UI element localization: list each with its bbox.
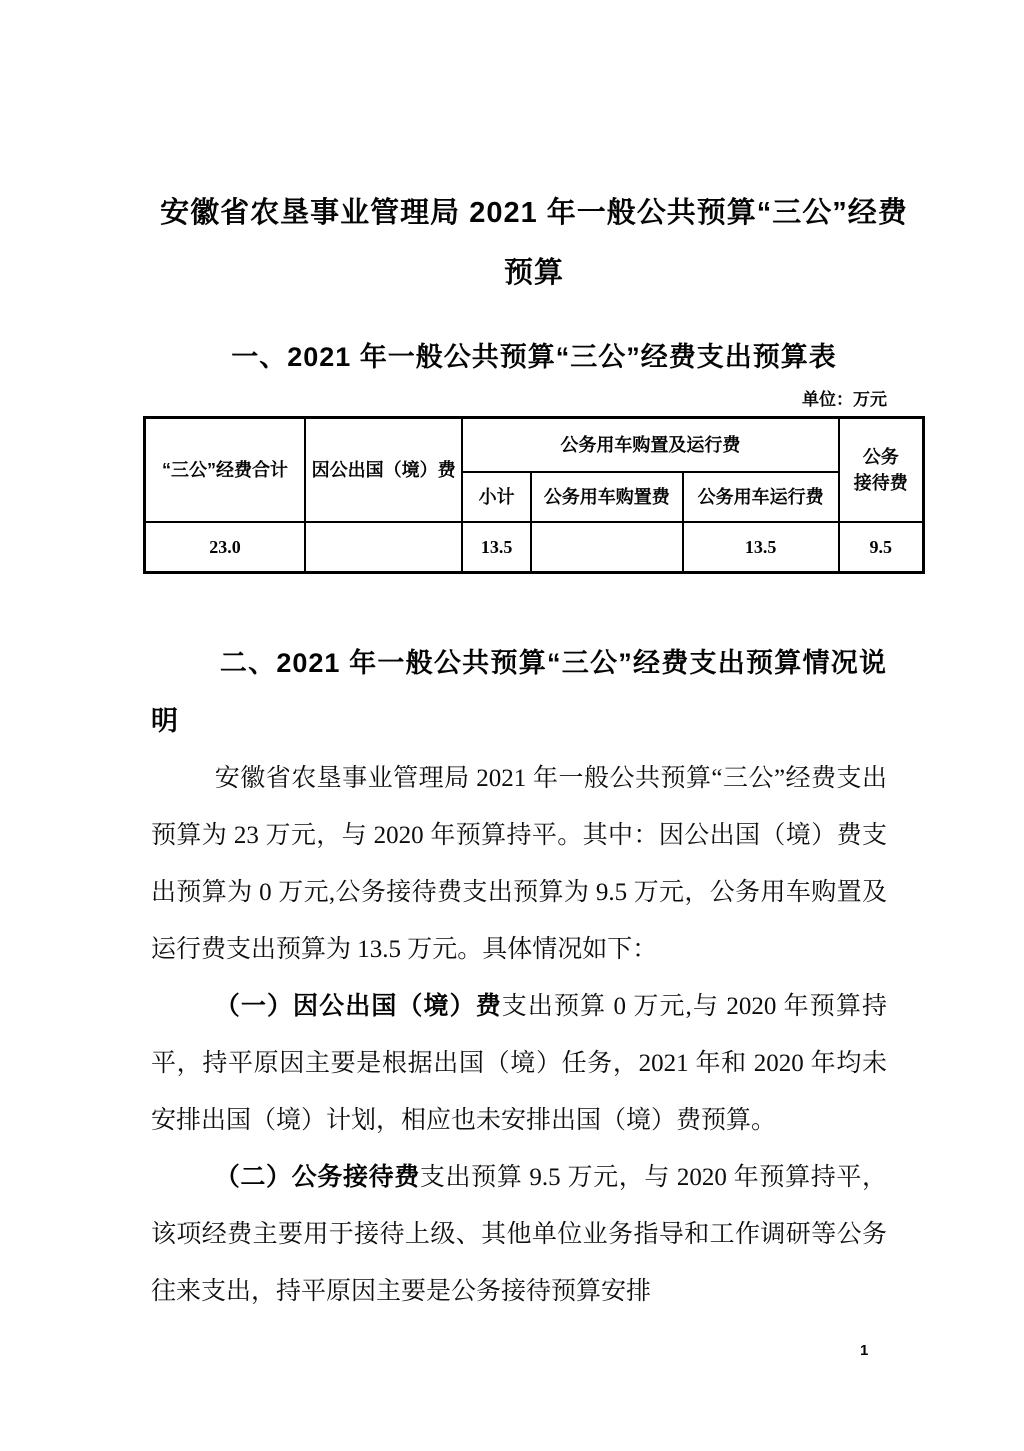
header-vehicle-group: 公务用车购置及运行费 xyxy=(462,418,838,473)
section1-heading: 一、2021 年一般公共预算“三公”经费支出预算表 xyxy=(231,342,837,372)
page-number: 1 xyxy=(860,1342,869,1359)
paragraph-item2-text: 支出预算 9.5 万元，与 2020 年预算持平，该项经费主要用于接待上级、其他单位业务指导和工作调研等公务往来支出，持平原因主要是公务接待预算安排 xyxy=(151,1164,887,1305)
header-vehicle-purchase: 公务用车购置费 xyxy=(531,472,683,522)
paragraph-intro xyxy=(151,750,887,978)
budget-table xyxy=(143,416,925,574)
header-reception xyxy=(839,418,924,523)
document-page xyxy=(143,0,925,1320)
cell-vehicle-subtotal: 13.5 xyxy=(462,522,531,573)
section2-heading: 二、2021 年一般公共预算“三公”经费支出预算情况说明 xyxy=(151,648,887,736)
header-reception-line1: 公务 xyxy=(862,447,899,467)
cell-vehicle-purchase xyxy=(531,522,683,573)
paragraph-intro-text: 安徽省农垦事业管理局 2021 年一般公共预算“三公”经费支出预算为 23 万元，与 2020 年预算持平。其中：因公出国（境）费支出预算为 0 万元,公务接待费支出预算为 9.5 万元，公务用车购置及运行费支出预算为 13.5 万元。具体情况如下： xyxy=(151,765,887,963)
cell-abroad xyxy=(305,522,462,573)
header-abroad: 因公出国（境）费 xyxy=(305,418,462,523)
unit-label: 单位：万元 xyxy=(802,390,887,409)
paragraph-item1-text: 支出预算 0 万元,与 2020 年预算持平，持平原因主要是根据出国（境）任务，2021 年和 2020 年均未安排出国（境）计划，相应也未安排出国（境）费预算。 xyxy=(151,993,887,1134)
header-vehicle-operation: 公务用车运行费 xyxy=(683,472,839,522)
table-row xyxy=(145,522,924,573)
document-title xyxy=(143,183,925,303)
header-total: “三公”经费合计 xyxy=(145,418,305,523)
cell-vehicle-operation: 13.5 xyxy=(683,522,839,573)
paragraph-item1 xyxy=(151,978,887,1149)
document-title-line1: 安徽省农垦事业管理局 2021 年一般公共预算“三公”经费 xyxy=(160,197,908,229)
cell-reception: 9.5 xyxy=(839,522,924,573)
document-title-line2: 预算 xyxy=(503,257,564,289)
paragraph-item2-lead: （二）公务接待费 xyxy=(214,1163,420,1191)
cell-total: 23.0 xyxy=(145,522,305,573)
header-vehicle-subtotal: 小计 xyxy=(462,472,531,522)
header-reception-line2: 接待费 xyxy=(853,473,908,493)
paragraph-item2 xyxy=(151,1149,887,1320)
paragraph-item1-lead: （一）因公出国（境）费 xyxy=(214,992,502,1020)
